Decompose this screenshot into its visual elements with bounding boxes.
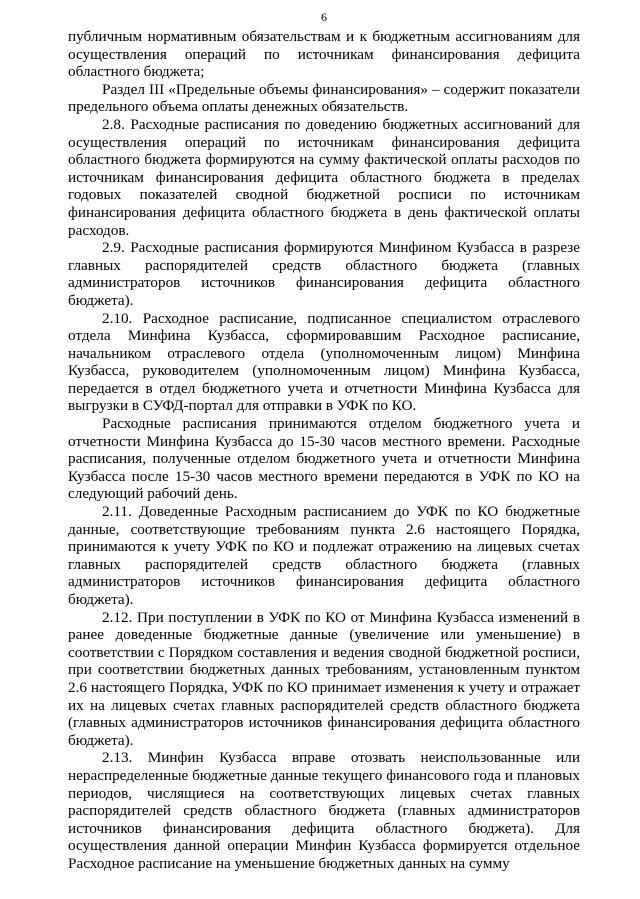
page-number: 6 bbox=[321, 10, 327, 24]
paragraph-acceptance-time: Расходные расписания принимаются отделом бюджетного учета и отчетности Минфина Кузбасса до 15-30 часов местного времени. Расходные расписания, полученные отделом бюджетного учета и отчетности Минфина Кузбасса после 15-30 часов местного времени передаются в УФК по КО на следующий рабочий день. bbox=[68, 415, 580, 503]
paragraph-2-12: 2.12. При поступлении в УФК по КО от Минфина Кузбасса изменений в ранее доведенные бюджетные данные (увеличение или уменьшение) в соответствии с Порядком составления и ведения сводной бюджетной росписи, при соответствии бюджетных данных требованиям, установленным пунктом 2.6 настоящего Порядка, УФК по КО принимает изменения к учету и отражает их на лицевых счетах главных распорядителей средств областного бюджета (главных администраторов источников финансирования дефицита областного бюджета). bbox=[68, 608, 580, 749]
document-page bbox=[68, 10, 580, 873]
paragraph-section-iii: Раздел III «Предельные объемы финансирования» – содержит показатели предельного объема оплаты денежных обязательств. bbox=[68, 80, 580, 116]
paragraph-2-8: 2.8. Расходные расписания по доведению бюджетных ассигнований для осуществления операций по источникам финансирования дефицита областного бюджета формируются на сумму фактической оплаты расходов по источникам финансирования дефицита областного бюджета в пределах годовых показателей сводной бюджетной росписи по источникам финансирования дефицита областного бюджета в день фактической оплаты расходов. bbox=[68, 115, 580, 239]
paragraph-2-13: 2.13. Минфин Кузбасса вправе отозвать неиспользованные или нераспределенные бюджетные данные текущего финансового года и плановых периодов, числящиеся на соответствующих лицевых счетах главных распорядителей средств областного бюджета (главных администраторов источников финансирования дефицита областного бюджета). Для осуществления данной операции Минфин Кузбасса формируется отдельное Расходное расписание на уменьшение бюджетных данных на сумму bbox=[68, 749, 580, 872]
paragraph-continuation: публичным нормативным обязательствам и к бюджетным ассигнованиям для осуществления операций по источникам финансирования дефицита областного бюджета; bbox=[68, 28, 580, 81]
paragraph-2-10: 2.10. Расходное расписание, подписанное специалистом отраслевого отдела Минфина Кузбасса, сформировавшим Расходное расписание, начальником отраслевого отдела (уполномоченным лицом) Минфина Кузбасса, руководителем (уполномоченным лицом) Минфина Кузбасса, передается в отдел бюджетного учета и отчетности Минфина Кузбасса для выгрузки в СУФД-портал для отправки в УФК по КО. bbox=[68, 309, 580, 415]
paragraph-2-11: 2.11. Доведенные Расходным расписанием до УФК по КО бюджетные данные, соответствующие требованиям пункта 2.6 настоящего Порядка, принимаются к учету УФК по КО и подлежат отражению на лицевых счетах главных распорядителей средств областного бюджета (главных администраторов источников финансирования дефицита областного бюджета). bbox=[68, 503, 580, 608]
paragraph-2-9: 2.9. Расходные расписания формируются Минфином Кузбасса в разрезе главных распорядителей средств областного бюджета (главных администраторов источников финансирования дефицита областного бюджета). bbox=[68, 239, 580, 309]
